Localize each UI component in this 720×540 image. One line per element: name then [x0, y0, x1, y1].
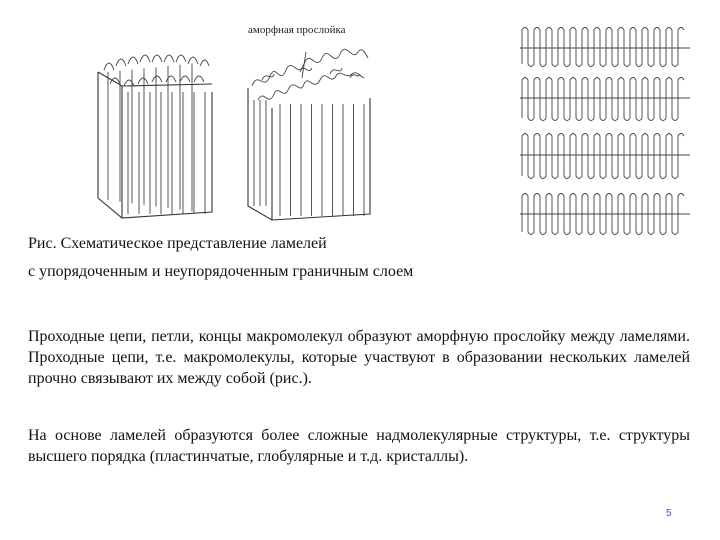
- amorphous-layer-label: аморфная прослойка: [248, 24, 346, 36]
- figure-caption-line-2: с упорядоченным и неупорядоченным граничным слоем: [28, 263, 414, 280]
- figure-caption-line-1: Рис. Схематическое представление ламелей: [28, 235, 327, 252]
- lamella-schematic: [0, 0, 720, 250]
- lamella-figure: [0, 0, 720, 250]
- folded-chain-band: [522, 78, 684, 121]
- folded-chain-band: [522, 134, 684, 179]
- folded-chain-band: [522, 28, 684, 67]
- disordered-lamella-block: [248, 49, 370, 220]
- body-paragraph-1: Проходные цепи, петли, концы макромолекул образуют аморфную прослойку между ламелями. Проходные цепи, т.е. макромолекулы, которые участвуют в образовании нескольких ламелей прочно связывают их между собой (рис.).: [28, 328, 690, 387]
- page-number: 5: [666, 508, 672, 519]
- stacked-lamellae-block: [520, 28, 690, 235]
- label-leader-line: [302, 52, 306, 78]
- ordered-lamella-block: [98, 55, 212, 218]
- body-paragraph-2: На основе ламелей образуются более сложные надмолекулярные структуры, т.е. структуры высшего порядка (пластинчатые, глобулярные и т.д. кристаллы).: [28, 427, 690, 465]
